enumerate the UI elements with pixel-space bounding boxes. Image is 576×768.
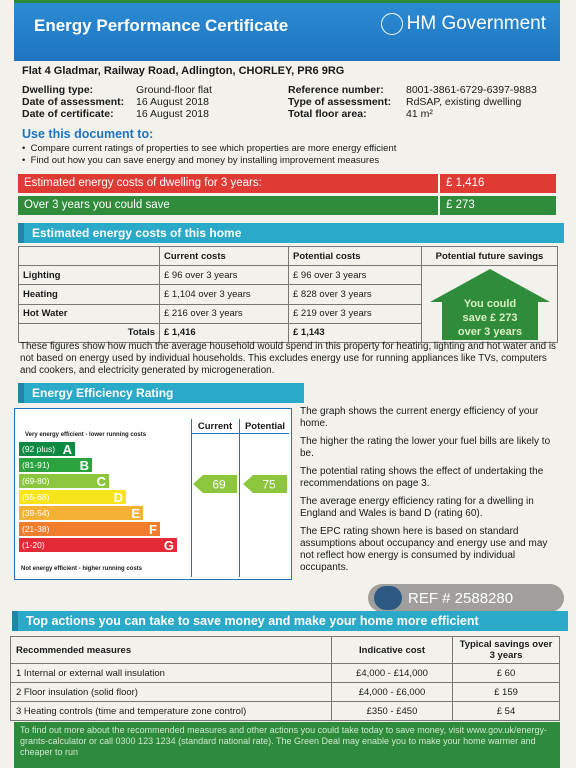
band-range: (69-80) xyxy=(22,476,50,486)
costs-section-title: Estimated energy costs of this home xyxy=(18,223,564,243)
footer-note: To find out more about the recommended measures and other actions you could take today to save money, visit www.gov.uk/energy-grants-calculator or call 0300 123 1234 (standard national rate). The Green Deal may enable you to make your home warmer and cheaper to run xyxy=(14,722,560,768)
certificate-title: Energy Performance Certificate xyxy=(34,16,289,35)
date-assessment-label: Date of assessment: xyxy=(22,96,125,108)
band-letter: A xyxy=(62,441,72,457)
hm-government-logo xyxy=(381,13,546,35)
rating-text-2: The higher the rating the lower your fuel bills are likely to be. xyxy=(300,436,551,459)
assessment-type: RdSAP, existing dwelling xyxy=(406,96,522,108)
costs-note: These figures show how much the average household would spend in this property for heating, lighting and hot water and is not based on energy used by individual households. This excludes energy use for running appliances like TVs, computers and cookers, and electricity generated by microgeneration. xyxy=(20,341,556,376)
gov-label: HM Government xyxy=(406,13,546,34)
rating-bands xyxy=(19,442,177,554)
potential-col-label: Potential xyxy=(244,421,286,432)
table-row: Hot Water £ 216 over 3 years £ 219 over 3 years xyxy=(19,304,558,323)
date-certificate: 16 August 2018 xyxy=(136,108,209,120)
table-row: Heating £ 1,104 over 3 years £ 828 over 3 years xyxy=(19,285,558,304)
rating-text-3: The potential rating shows the effect of undertaking the recommendations on page 3. xyxy=(300,466,544,489)
band-f xyxy=(19,522,160,536)
dwelling-type: Ground-floor flat xyxy=(136,84,212,96)
current-rating-arrow xyxy=(193,475,237,498)
actions-header-cost: Indicative cost xyxy=(332,637,453,664)
savings-house xyxy=(422,266,558,343)
bullet-item: • Compare current ratings of properties to see which properties are more energy efficient xyxy=(22,143,397,154)
band-letter: C xyxy=(96,473,106,489)
svg-text:over 3 years: over 3 years xyxy=(457,326,522,338)
actions-section-title: Top actions you can take to save money and make your home more efficient xyxy=(12,611,568,631)
savings-bar xyxy=(18,196,556,215)
use-doc-title: Use this document to: xyxy=(22,127,154,141)
bottom-caption: Not energy efficient - higher running costs xyxy=(21,566,143,572)
energy-cost-label: Estimated energy costs of dwelling for 3 years: xyxy=(24,177,262,189)
use-doc-bullets xyxy=(22,143,396,167)
band-letter: G xyxy=(163,537,174,553)
crest-icon xyxy=(381,13,403,35)
current-col-label: Current xyxy=(197,421,233,432)
area-label: Total floor area: xyxy=(288,108,367,120)
band-e xyxy=(19,506,143,520)
rating-section-title: Energy Efficiency Rating xyxy=(18,383,304,403)
band-range: (81-91) xyxy=(22,460,50,470)
rating-text-5: The EPC rating shown here is based on standard assumptions about occupancy and energy use and may not reflect how energy is consumed by individual occupants. xyxy=(300,526,548,573)
energy-cost-bar xyxy=(18,174,556,193)
ref-label: Reference number: xyxy=(288,84,384,96)
savings-label: Over 3 years you could save xyxy=(24,199,170,211)
date-certificate-label: Date of certificate: xyxy=(22,108,114,120)
energy-cost-value: £ 1,416 xyxy=(446,177,485,189)
details-right xyxy=(288,84,537,120)
band-c xyxy=(19,474,109,488)
costs-header-current: Current costs xyxy=(160,247,289,266)
svg-text:69: 69 xyxy=(212,477,226,492)
band-range: (21-38) xyxy=(22,524,50,534)
actions-header-measures: Recommended measures xyxy=(11,637,332,664)
rating-text-1: The graph shows the current energy efficiency of your home. xyxy=(300,406,539,429)
certificate-header xyxy=(14,0,560,61)
svg-text:You could: You could xyxy=(463,298,516,310)
type-label: Type of assessment: xyxy=(288,96,392,108)
costs-table xyxy=(18,246,558,343)
costs-header-savings: Potential future savings xyxy=(422,247,558,266)
band-letter: D xyxy=(113,489,123,505)
band-range: (92 plus) xyxy=(22,444,56,454)
dwelling-type-label: Dwelling type: xyxy=(22,84,94,96)
table-row: Lighting £ 96 over 3 years £ 96 over 3 years You could save £ 273 over 3 years xyxy=(19,266,558,285)
rating-chart xyxy=(14,408,292,580)
band-range: (55-68) xyxy=(22,492,50,502)
table-row: 2 Floor insulation (solid floor) £4,000 - £6,000 £ 159 xyxy=(11,683,560,702)
totals-row: Totals £ 1,416 £ 1,143 xyxy=(19,323,558,342)
band-letter: E xyxy=(131,505,140,521)
band-d xyxy=(19,490,126,504)
potential-rating-arrow xyxy=(243,475,287,498)
watermark: REF # 2588280 xyxy=(368,584,564,612)
band-letter: F xyxy=(149,521,157,537)
top-caption: Very energy efficient - lower running costs xyxy=(25,432,147,438)
bullet-item: • Find out how you can save energy and money by installing improvement measures xyxy=(22,155,380,166)
details-left xyxy=(22,84,212,120)
property-address: Flat 4 Gladmar, Railway Road, Adlington, CHORLEY, PR6 9RG xyxy=(22,65,345,77)
rating-text-4: The average energy efficiency rating for a dwelling in England and Wales is band D (rating 60). xyxy=(300,496,534,519)
band-a xyxy=(19,442,75,456)
savings-value: £ 273 xyxy=(446,199,475,211)
svg-text:save £ 273: save £ 273 xyxy=(461,312,518,324)
costs-header-potential: Potential costs xyxy=(289,247,422,266)
actions-header-savings: Typical savings over 3 years xyxy=(453,637,560,664)
band-g xyxy=(19,538,177,552)
band-b xyxy=(19,458,92,472)
ref-number: 8001-3861-6729-6397-9883 xyxy=(406,84,537,96)
house-icon xyxy=(426,266,554,342)
table-row: 1 Internal or external wall insulation £4,000 - £14,000 £ 60 xyxy=(11,664,560,683)
band-letter: B xyxy=(79,457,89,473)
band-range: (39-54) xyxy=(22,508,50,518)
actions-table xyxy=(10,636,560,721)
costs-header-blank xyxy=(19,247,160,266)
band-range: (1-20) xyxy=(22,540,45,550)
date-assessment: 16 August 2018 xyxy=(136,96,209,108)
table-row: 3 Heating controls (time and temperature zone control) £350 - £450 £ 54 xyxy=(11,702,560,721)
svg-text:75: 75 xyxy=(262,477,276,492)
rating-explanation xyxy=(300,406,562,574)
floor-area: 41 m² xyxy=(406,108,433,120)
